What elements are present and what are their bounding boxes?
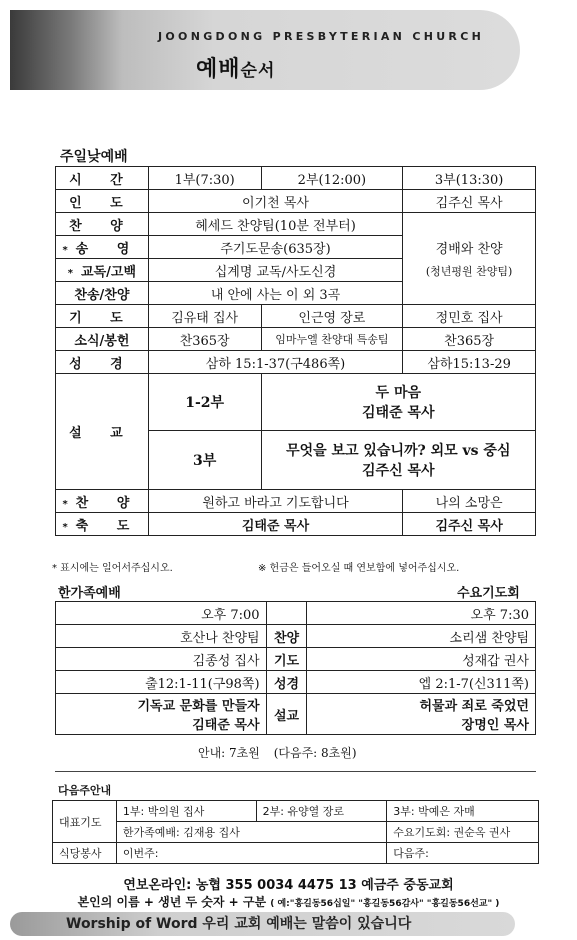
side-praise-cell [403,213,536,305]
row-label: 식당봉사 [53,843,117,864]
row-label [56,259,149,282]
table-cell: 삼하15:13-29 [403,351,536,374]
table-row [56,305,536,328]
table-row [53,801,539,822]
table-row [56,374,536,431]
table-cell: 엡 2:1-7(신311쪽) [307,671,536,694]
church-name: JOONGDONG PRESBYTERIAN CHURCH [158,30,485,43]
table-row [53,822,539,843]
wednesday-sermon-speaker: 장명인 목사 [461,718,529,733]
title-small: 순서 [240,61,276,81]
table-cell: 십계명 교독/사도신경 [148,259,402,282]
table-cell: 주기도문송(635장) [148,236,402,259]
row-label: 대표기도 [53,801,117,843]
family-section-title: 한가족예배 [58,586,121,601]
row-label: 소식/봉헌 [56,328,149,351]
row-label: 찬 양 [56,213,149,236]
table-cell: 헤세드 찬양팀(10분 전부터) [148,213,402,236]
row-label: 찬양 [266,625,307,648]
row-label: 찬송/찬양 [56,282,149,305]
table-row [56,694,536,735]
standing-note: * 표시에는 일어서주십시오. [52,563,173,574]
table-cell: 김태준 목사 [148,513,402,536]
table-cell: 내 안에 사는 이 외 3곡 [148,282,402,305]
family-sermon-cell [56,694,267,735]
row-label [266,602,307,625]
table-row [56,513,536,536]
sermon-2-title: 무엇을 보고 있습니까? 외모 vs 중심 [286,443,511,459]
divider [55,771,536,772]
row-label: 시 간 [56,167,149,190]
table-cell: 삼하 15:1-37(구486쪽) [148,351,402,374]
table-row [56,190,536,213]
stand-mark: * [67,267,74,279]
table-cell: 2부(12:00) [261,167,403,190]
row-label [56,490,149,513]
sunday-order-table [55,166,536,536]
table-row [53,843,539,864]
row-label: 설 교 [56,374,149,490]
sermon-2-speaker: 김주신 목사 [362,463,435,479]
table-cell: 임마누엘 찬양대 특송팀 [261,328,403,351]
usher-this-week: 안내: 7초원 [198,746,260,760]
instruction-example: ( 예:"홍길동56십일" "홍길동56감사" "홍길동56선교" ) [270,899,500,909]
row-label: 성 경 [56,351,149,374]
table-row [56,490,536,513]
table-row [56,625,536,648]
sermon-part-1: 1-2부 [148,374,261,431]
table-row [56,213,536,236]
stand-mark: * [62,498,68,510]
row-label-text: 송 영 [75,241,142,257]
side-praise-team: (청년평원 찬양팀) [425,265,513,278]
wednesday-section-title: 수요기도회 [457,586,520,601]
table-cell: 3부: 박예은 자매 [387,801,539,822]
row-label: 성경 [266,671,307,694]
table-cell: 3부(13:30) [403,167,536,190]
offering-note: ※ 헌금은 들어오실 때 연보함에 넣어주십시오. [258,563,460,574]
stand-mark: * [62,521,68,533]
page-title [196,52,275,83]
instruction-text: 본인의 이름 + 생년 두 숫자 + 구분 [77,895,267,909]
table-cell: 이기천 목사 [148,190,402,213]
table-cell: 정민호 집사 [403,305,536,328]
wednesday-sermon-cell [307,694,536,735]
wednesday-sermon-title: 허물과 죄로 죽었던 [419,699,529,714]
header-banner [10,10,520,90]
table-cell: 김주신 목사 [403,513,536,536]
table-row [56,671,536,694]
table-row [56,167,536,190]
row-label [56,513,149,536]
row-label-text: 찬 양 [75,495,142,511]
row-label: 설교 [266,694,307,735]
table-row [56,351,536,374]
footer-bar: Worship of Word 우리 교회 예배는 말씀이 있습니다 [10,912,515,936]
family-sermon-speaker: 김태준 목사 [192,718,260,733]
table-cell: 다음주: [387,843,539,864]
table-cell: 김유태 집사 [148,305,261,328]
table-cell: 출12:1-11(구98쪽) [56,671,267,694]
table-cell: 1부(7:30) [148,167,261,190]
stand-mark: * [62,244,68,256]
family-table [55,601,536,735]
table-cell: 찬365장 [403,328,536,351]
row-label: 인 도 [56,190,149,213]
row-label: 기도 [266,648,307,671]
table-row [56,602,536,625]
sermon-1-cell [261,374,535,431]
sermon-part-2: 3부 [148,431,261,490]
row-label: 기 도 [56,305,149,328]
table-cell: 2부: 유양열 장로 [256,801,387,822]
table-cell: 이번주: [116,843,386,864]
table-cell: 한가족예배: 김재용 집사 [116,822,386,843]
family-sermon-title: 기독교 문화를 만들자 [137,699,260,714]
table-cell: 수요기도회: 권순옥 권사 [387,822,539,843]
row-label [56,236,149,259]
online-offering: 연보온라인: 농협 355 0034 4475 13 예금주 중동교회 [123,878,454,893]
table-cell: 성재갑 권사 [307,648,536,671]
sermon-1-title: 두 마음 [375,385,421,401]
title-main: 예배 [196,57,241,82]
row-label-text: 축 도 [75,518,142,534]
table-cell: 찬365장 [148,328,261,351]
offering-instruction [0,893,577,910]
table-cell: 인근영 장로 [261,305,403,328]
sunday-section-title: 주일낮예배 [60,149,128,165]
table-cell: 호산나 찬양팀 [56,625,267,648]
table-cell: 김종성 집사 [56,648,267,671]
table-cell: 오후 7:30 [307,602,536,625]
sermon-2-cell [261,431,535,490]
usher-guide [198,744,357,761]
usher-next-week: (다음주: 8초원) [273,746,357,760]
table-row [56,328,536,351]
table-cell: 소리샘 찬양팀 [307,625,536,648]
table-cell: 김주신 목사 [403,190,536,213]
next-week-title: 다음주안내 [58,784,112,797]
table-cell: 원하고 바라고 기도합니다 [148,490,402,513]
table-cell: 1부: 박의원 집사 [116,801,256,822]
sermon-1-speaker: 김태준 목사 [362,405,435,421]
side-praise-title: 경배와 찬양 [435,242,503,257]
table-cell: 나의 소망은 [403,490,536,513]
table-row [56,648,536,671]
row-label-text: 교독/고백 [81,264,136,280]
table-cell: 오후 7:00 [56,602,267,625]
next-week-table [52,800,539,864]
